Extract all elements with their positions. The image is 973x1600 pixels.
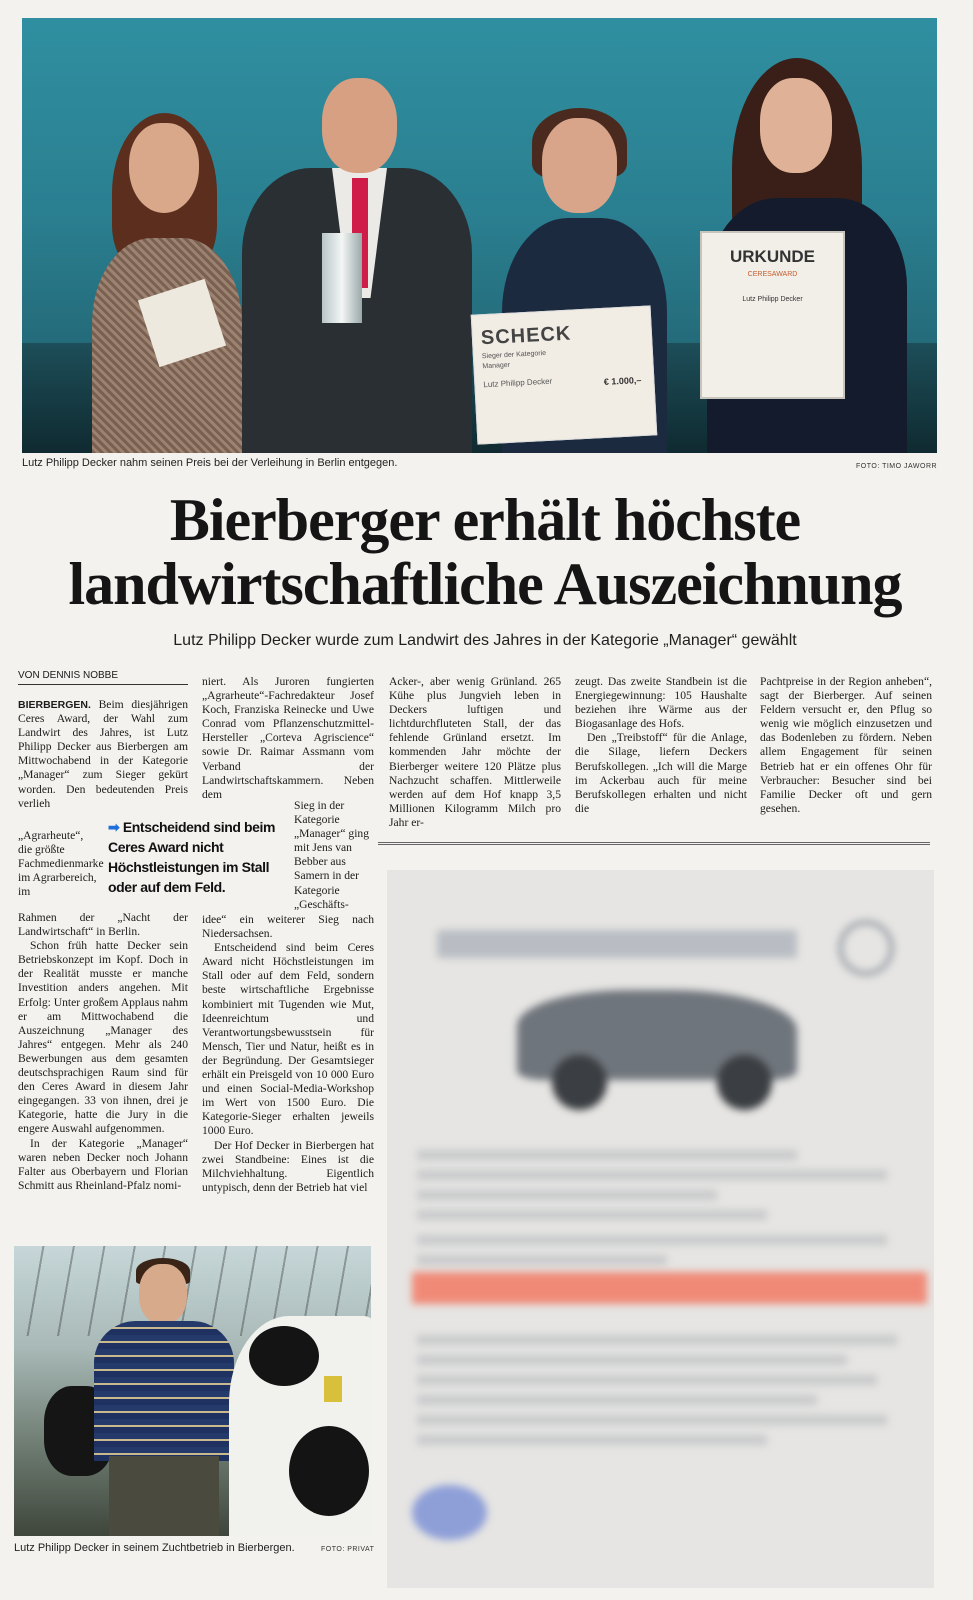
col2-paragraph-2: Entscheidend sind beim Ceres Award nicht Höchstleistungen im Stall oder auf dem Feld, sondern beste wirtschaftliche Ergebnisse kombiniert mit Tugenden wie Mut, Ideenreichtum und Verantwortungsbewusstsein für Mensch, Tier und Natur, heißt es in der Begründung. Der Gesamtsieger erhält ein Preisgeld von 10 000 Euro und einen Social-Media-Workshop im Wert von 1500 Euro. Die Kategorie-Sieger erhalten jeweils 1000 Euro. [202,941,374,1138]
check-name: Lutz Philipp Decker [483,376,553,390]
col2-paragraph-3: Der Hof Decker in Bierbergen hat zwei Standbeine: Eines ist die Milchviehhaltung. Eigentlich untypisch, denn der Betrieb hat viel [202,1138,374,1194]
article-column-3 [389,675,561,830]
col1-wrap-text: „Agrarheute“, die größte Fachmedienmarke im Agrarbereich, im [18,829,104,899]
col1-paragraph-1 [18,698,188,811]
farmer [139,1264,187,1324]
certificate [700,231,845,399]
article-column-2-lower [202,913,374,1195]
holstein-cow [229,1316,371,1536]
col3-paragraph-1: Acker-, aber wenig Grünland. 265 Kühe plus Jungvieh leben in Deckers luftigen und lichtdurchfluteten Stall, der das fehlende Grünland ersetzt. Im kommenden Jahr möchte der Bierberger weitere 120 Plätze plus Nachzucht schaffen. Mittlerweile werden auf dem Hof knapp 3,5 Millionen Kilogramm Milch pro Jahr er- [389,675,561,829]
col4-paragraph-1: zeugt. Das zweite Standbein ist die Energiegewinnung: 105 Haushalte beziehen ihre Wärme aus der Biogasanlage des Hofs. [575,675,747,731]
section-divider [378,842,930,845]
check-title: SCHECK [480,322,572,350]
article-column-2 [202,675,374,802]
award-ceremony-photo [22,18,937,453]
headline [20,488,950,616]
check-amount: € 1.000,– [603,374,642,387]
article-column-1-lower [18,911,188,1193]
article-column-5 [760,675,932,816]
pull-quote [108,817,288,897]
col2-paragraph-1: niert. Als Juroren fungierten „Agrarheute“-Fachredakteur Josef Koch, Franziska Reinecke und Uwe Conrad vom Pflanzenschutzmittel-Hersteller „Corteva Agriscience“ sowie Dr. Raimar Assmann vom Verband der Landwirtschaftskammern. Neben dem [202,675,374,801]
dealer-logo-icon [412,1485,487,1540]
col2-wrap-text: Sieg in der Kategorie „Manager“ ging mit Jens van Bebber aus Samern in der Kategorie „Geschäfts- [294,799,370,911]
byline: VON DENNIS NOBBE [18,670,188,685]
farm-photo [14,1246,371,1536]
bottom-photo-credit: FOTO: PRIVAT [321,1546,375,1553]
trophy [322,233,362,323]
certificate-title: URKUNDE [730,247,815,266]
subheadline: Lutz Philipp Decker wurde zum Landwirt des Jahres in der Kategorie „Manager“ gewählt [173,632,797,649]
pull-quote-text: Entscheidend sind beim Ceres Award nicht Höchstleistungen im Stall oder auf dem Feld. [108,819,276,895]
prize-check [471,305,658,444]
check-line-2: Manager [482,361,511,371]
headline-line-1: Bierberger erhält höchste [169,487,801,553]
bottom-photo-caption: Lutz Philipp Decker in seinem Zuchtbetrieb in Bierbergen. [14,1542,295,1554]
col1-paragraph-3: In der Kategorie „Manager“ waren neben Decker noch Johann Falter aus Oberbayern und Florian Schmitt aus Rheinland-Pfalz nomi- [18,1136,188,1192]
top-photo-credit: FOTO: TIMO JAWORR [856,463,938,470]
col5-paragraph-1: Pachtpreise in der Region anheben“, sagt der Bierberger. Auf seinen Feldern versucht er, den Pflug so wenig wie möglich einzusetzen und das Bodenleben zu fördern. Neben allem Engagement für seinen Betrieb hat er ein offenes Ohr für Verbraucher: Besucher sind bei Familie Decker oft und gern gesehen. [760,675,932,815]
col1-p1-end: Rahmen der „Nacht der Landwirtschaft“ in Berlin. [18,911,188,939]
presenter-woman [77,123,247,453]
article-column-1 [18,698,188,811]
certificate-brand: CERESAWARD [747,271,798,278]
article-column-4 [575,675,747,816]
article-column-1-wrap [18,829,104,899]
check-line-1: Sieger der Kategorie [481,349,547,361]
headline-line-2: landwirtschaftliche Auszeichnung [68,551,902,617]
brand-logo-icon [838,920,894,976]
col2-p1-end: idee“ ein weiterer Sieg nach Niedersachsen. [202,913,374,941]
col1-paragraph-2: Schon früh hatte Decker sein Betriebskonzept im Kopf. Doch in der Realität musste er manche Investition anders angehen. Mit Erfolg: Unter großem Applaus nahm er am Mittwochabend die Auszeichnung „Manager des Jahres“ entgegen. Mehr als 240 Bewerbungen aus dem gesamten deutschsprachigen Raum sind für den Ceres Award in diesem Jahr eingegangen. 33 von ihnen, drei je Kategorie, hatte die Jury in die engere Auswahl aufgenommen. [18,939,189,1136]
col1-p1-text: Beim diesjährigen Ceres Award, der Wahl zum Landwirt des Jahres, ist Lutz Philipp Decker aus Bierbergen am Mittwochabend in der Kategorie „Manager“ zum Sieger gekürt worden. Den bedeutenden Preis verlieh [18,698,188,810]
arrow-right-icon: ➡ [108,819,120,835]
certificate-name: Lutz Philipp Decker [742,296,803,303]
col4-paragraph-2: Den „Treibstoff“ für die Anlage, die Silage, liefern Deckers Berufskollegen. „Ich will die Marge im Ackerbau auch für meine Berufskollegen erhalten und nicht die [575,731,747,815]
top-photo-caption: Lutz Philipp Decker nahm seinen Preis bei der Verleihung in Berlin entgegen. [22,457,398,469]
price-bar [412,1272,927,1304]
dateline: BIERBERGEN. [18,699,91,711]
blurred-advertisement [387,870,934,1588]
article-column-2-wrap [294,799,374,912]
